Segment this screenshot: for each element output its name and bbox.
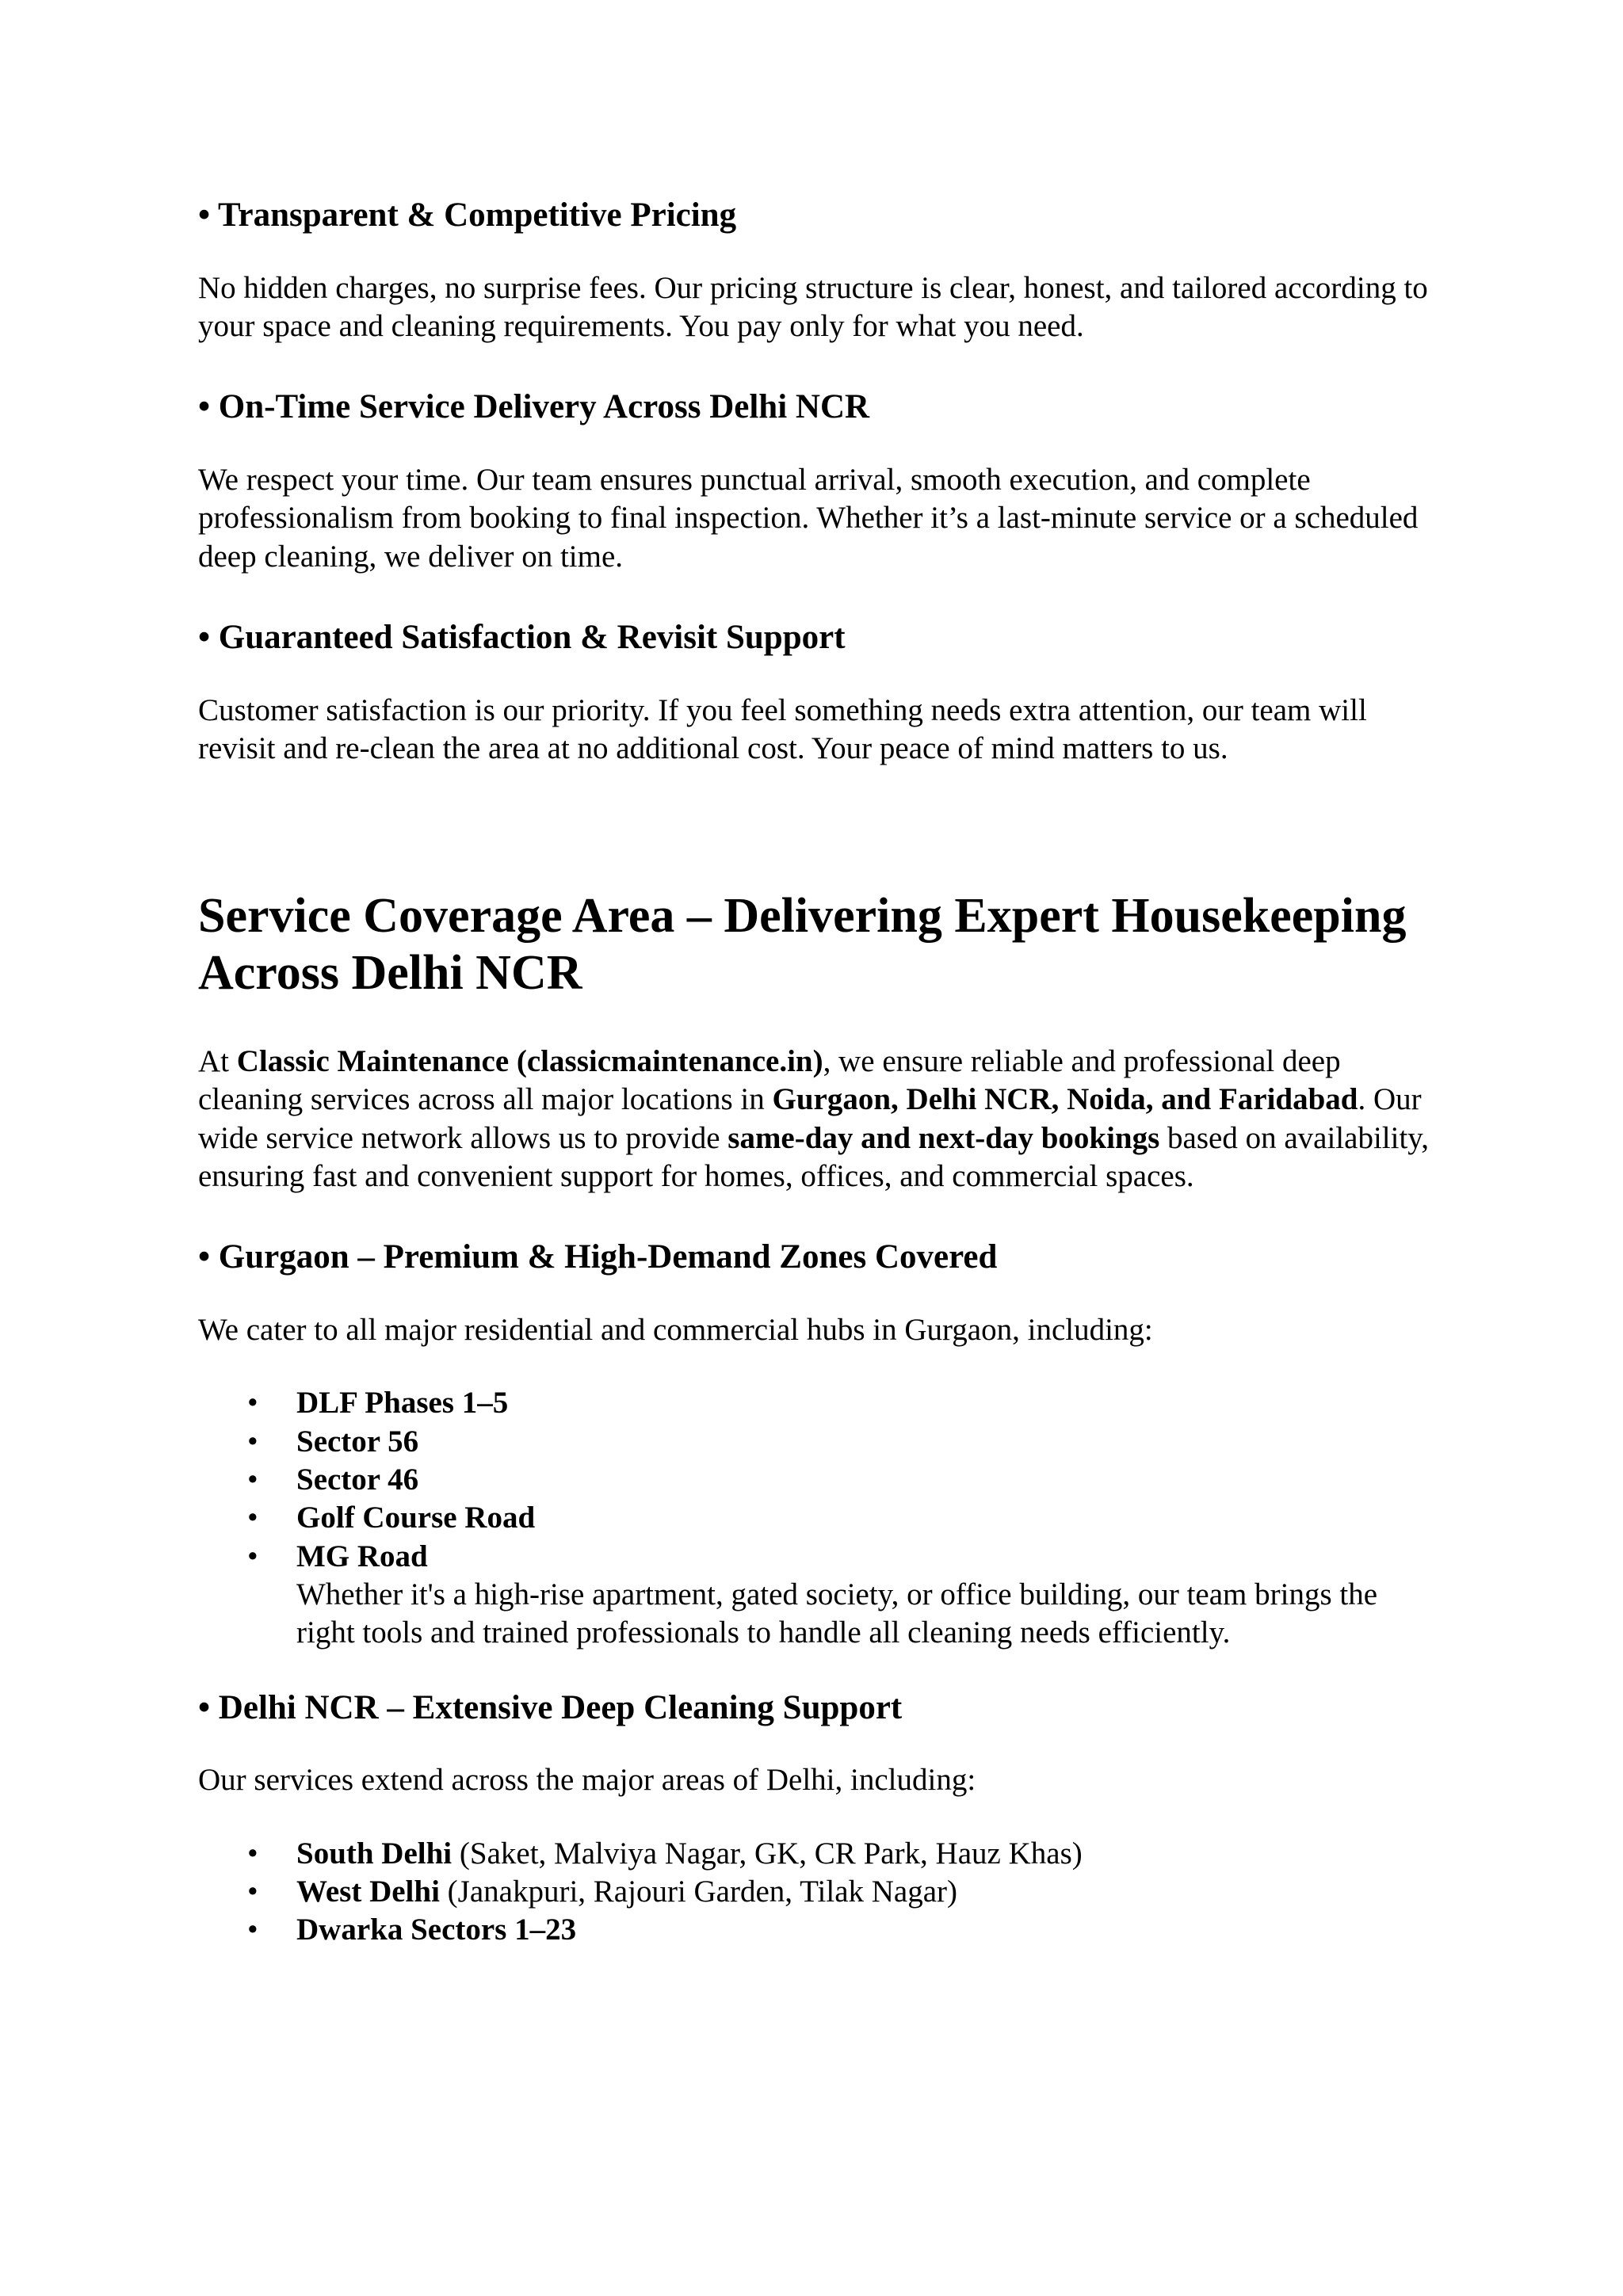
gurgaon-item-label: Sector 46 xyxy=(296,1463,419,1497)
list-item xyxy=(198,1384,1434,1422)
list-item xyxy=(198,1835,1434,1873)
coverage-intro-text-3: . Our wide service network allows us to provide xyxy=(198,1082,1422,1155)
delhi-item-name: Dwarka Sectors 1–23 xyxy=(296,1913,577,1947)
delhi-item-name: South Delhi xyxy=(296,1836,453,1871)
pricing-heading: • Transparent & Competitive Pricing xyxy=(198,196,737,234)
gurgaon-note: Whether it's a high-rise apartment, gated society, or office building, our team brings the right tools and trained professionals to handle all cleaning needs efficiently. xyxy=(296,1577,1378,1650)
coverage-intro-brand: Classic Maintenance (classicmaintenance.in) xyxy=(236,1043,823,1078)
gurgaon-item-label: DLF Phases 1–5 xyxy=(296,1386,509,1421)
satisfaction-heading: • Guaranteed Satisfaction & Revisit Support xyxy=(198,618,846,656)
coverage-title: Service Coverage Area – Delivering Expert Housekeeping Across Delhi NCR xyxy=(198,889,1407,1000)
satisfaction-body: Customer satisfaction is our priority. If you feel something needs extra attention, our team will revisit and re-clean the area at no additional cost. Your peace of mind matters to us. xyxy=(198,692,1367,765)
coverage-intro-text-1: At xyxy=(198,1043,237,1078)
gurgaon-list xyxy=(198,1384,1434,1653)
list-item xyxy=(198,1499,1434,1537)
ontime-body: We respect your time. Our team ensures punctual arrival, smooth execution, and complete professionalism from booking to final inspection. Whether it’s a last-minute service or a scheduled deep cleaning, we deliver on time. xyxy=(198,462,1419,574)
list-item xyxy=(198,1911,1434,1949)
gurgaon-item-label: MG Road xyxy=(296,1539,428,1573)
list-item xyxy=(198,1538,1434,1653)
delhi-list xyxy=(198,1835,1434,1950)
document-page xyxy=(198,195,1434,1950)
pricing-body: No hidden charges, no surprise fees. Our pricing structure is clear, honest, and tailored according to your space and cleaning requirements. You pay only for what you need. xyxy=(198,270,1428,343)
delhi-intro: Our services extend across the major areas of Delhi, including: xyxy=(198,1763,976,1798)
gurgaon-item-label: Golf Course Road xyxy=(296,1501,536,1535)
coverage-intro-locations: Gurgaon, Delhi NCR, Noida, and Faridabad xyxy=(772,1082,1358,1117)
list-item xyxy=(198,1461,1434,1499)
gurgaon-item-label: Sector 56 xyxy=(296,1424,419,1459)
coverage-intro-bookings: same-day and next-day bookings xyxy=(727,1120,1160,1155)
delhi-item-name: West Delhi xyxy=(296,1875,440,1909)
coverage-intro-text-4: based on availability, ensuring fast and convenient support for homes, offices, and commercial spaces. xyxy=(198,1120,1430,1193)
delhi-item-detail: (Janakpuri, Rajouri Garden, Tilak Nagar) xyxy=(439,1875,958,1909)
coverage-intro xyxy=(198,1043,1434,1196)
delhi-item-detail: (Saket, Malviya Nagar, GK, CR Park, Hauz Khas) xyxy=(452,1836,1083,1871)
list-item xyxy=(198,1423,1434,1461)
ontime-heading: • On-Time Service Delivery Across Delhi NCR xyxy=(198,388,870,426)
coverage-intro-text-2: , we ensure reliable and professional deep cleaning services across all major locations in xyxy=(198,1043,1341,1117)
delhi-heading: • Delhi NCR – Extensive Deep Cleaning Support xyxy=(198,1688,903,1726)
gurgaon-intro: We cater to all major residential and commercial hubs in Gurgaon, including: xyxy=(198,1312,1153,1347)
list-item xyxy=(198,1873,1434,1911)
gurgaon-heading: • Gurgaon – Premium & High-Demand Zones Covered xyxy=(198,1238,998,1276)
